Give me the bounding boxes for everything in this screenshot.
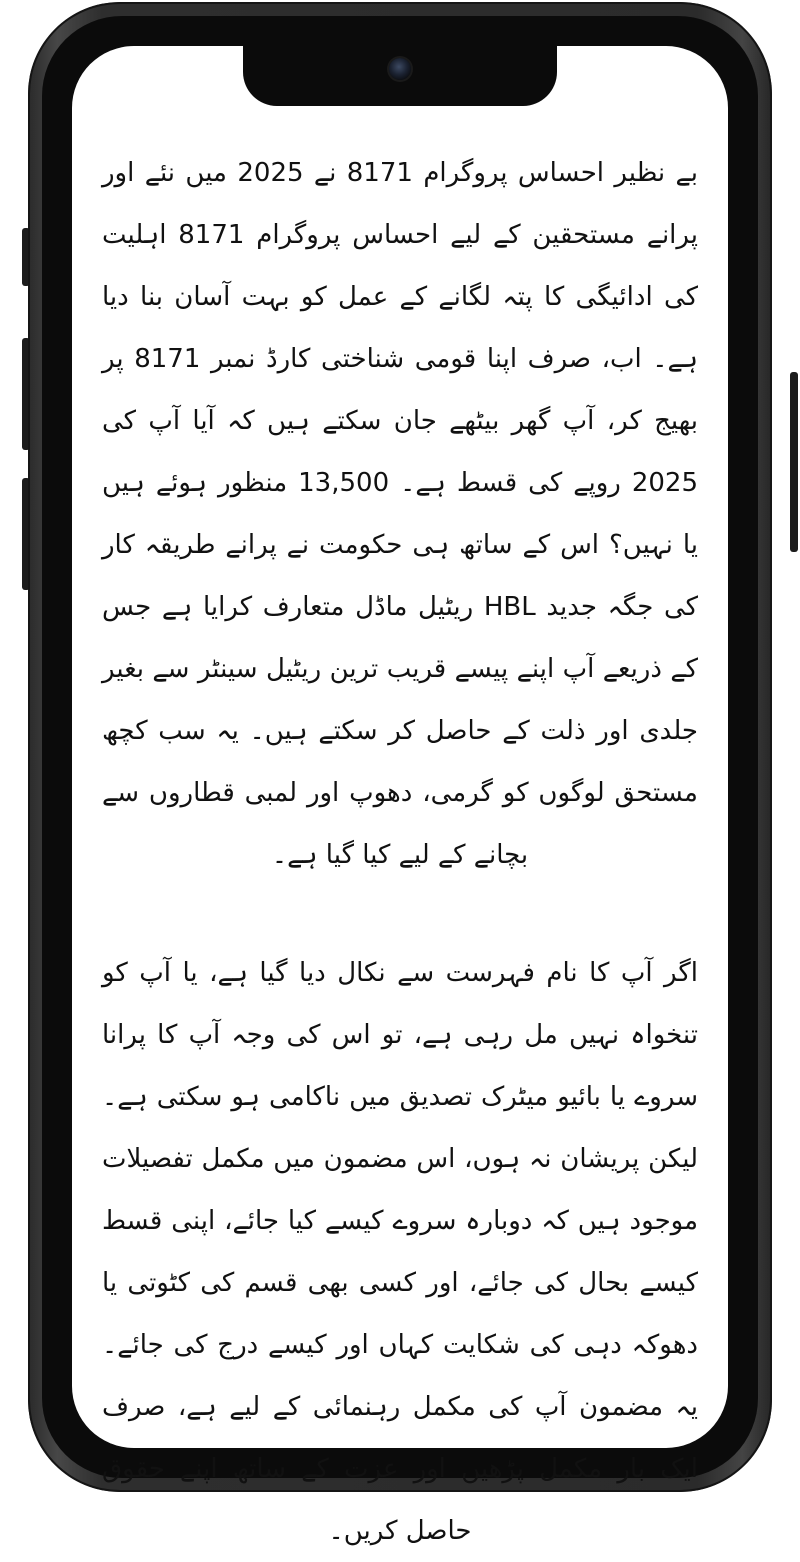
notch: [243, 44, 557, 106]
power-button: [790, 372, 798, 552]
article-content: [102, 142, 699, 1546]
article-paragraph-2: اگر آپ کا نام فہرست سے نکال دیا گیا ہے، یا آپ کو تنخواہ نہیں مل رہی ہے، تو اس کی وجہ آپ کا پرانا سروے یا بائیو میٹرک تصدیق میں ناکامی ہو سکتی ہے۔ لیکن پریشان نہ ہوں، اس مضمون میں مکمل تفصیلات موجود ہیں کہ دوبارہ سروے کیسے کیا جائے، اپنی قسط کیسے بحال کی جائے، اور کسی بھی قسم کی کٹوتی یا دھوکہ دہی کی شکایت کہاں اور کیسے درج کی جائے۔ یہ مضمون آپ کی مکمل رہنمائی کے لیے ہے، صرف ایک بار مکمل پڑھیں اور عزت کے ساتھ اپنے حقوق حاصل کریں۔: [102, 958, 698, 1546]
phone-screen[interactable]: [72, 46, 728, 1546]
article-paragraph-1: بے نظیر احساس پروگرام 8171 نے 2025 میں نئے اور پرانے مستحقین کے لیے احساس پروگرام 8171 اہلیت کی ادائیگی کا پتہ لگانے کے عمل کو بہت آسان بنا دیا ہے۔ اب، صرف اپنا قومی شناختی کارڈ نمبر 8171 پر بھیج کر، آپ گھر بیٹھے جان سکتے ہیں کہ آیا آپ کی 2025 روپے کی قسط ہے۔ 13,500 منظور ہوئے ہیں یا نہیں؟ اس کے ساتھ ہی حکومت نے پرانے طریقہ کار کی جگہ جدید HBL ریٹیل ماڈل متعارف کرایا ہے جس کے ذریعے آپ اپنے پیسے قریب ترین ریٹیل سینٹر سے بغیر جلدی اور ذلت کے حاصل کر سکتے ہیں۔ یہ سب کچھ مستحق لوگوں کو گرمی، دھوپ اور لمبی قطاروں سے بچانے کے لیے کیا گیا ہے۔: [102, 158, 699, 870]
phone-frame: [28, 2, 772, 1546]
front-camera-icon: [389, 58, 411, 80]
phone-bezel: [42, 16, 758, 1546]
